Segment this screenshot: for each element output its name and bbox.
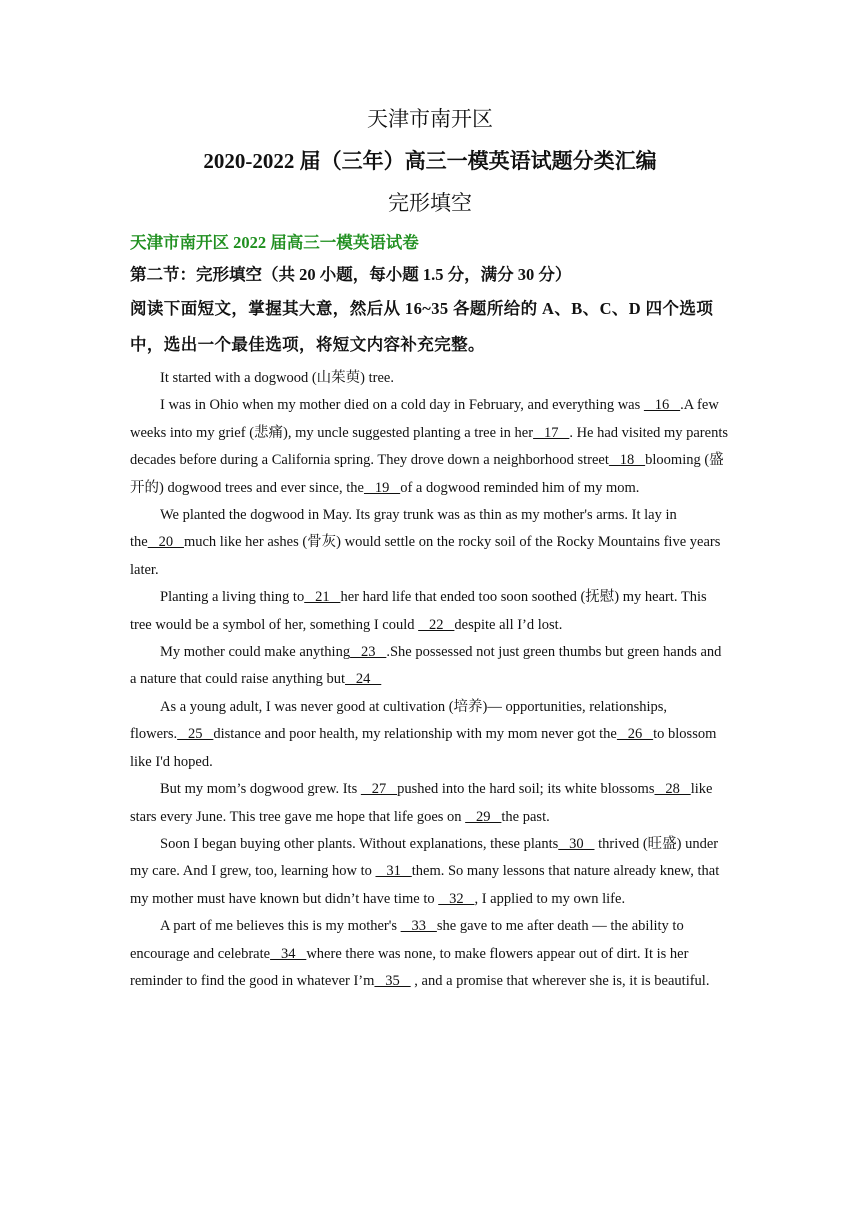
passage-text: It started with a dogwood (山茱萸) tree.	[160, 370, 394, 386]
passage-text: to blossom like I'd hoped.	[130, 726, 717, 770]
cloze-blank-18: 18	[608, 452, 646, 469]
passage-text: she gave to me after death — the ability to encourage and celebrate	[130, 918, 684, 962]
instructions: 阅读下面短文，掌握其大意，然后从 16~35 各题所给的 A、B、C、D 四个选项中，选出一个最佳选项，将短文内容补充完整。	[130, 299, 714, 354]
passage-paragraph	[130, 776, 730, 831]
cloze-blank-25: 25	[177, 726, 214, 743]
cloze-blank-19: 19	[363, 479, 401, 496]
passage-text: Soon I began buying other plants. Without explanations, these plants	[160, 835, 559, 852]
passage-text: pushed into the hard soil; its white blossoms	[397, 781, 655, 798]
passage-text: distance and poor health, my relationship with my mom never got the	[213, 726, 617, 743]
cloze-blank-28: 28	[654, 781, 691, 798]
passage-text: As a young adult, I was never good at cultivation (培养)— opportunities, relationships, flowers.	[130, 698, 668, 743]
passage-text: Planting a living thing to	[160, 589, 305, 606]
passage-text: them. So many lessons that nature already knew, that my mother must have known but didn’t have time to	[130, 863, 720, 907]
cloze-blank-33: 33	[400, 918, 437, 935]
passage-paragraph	[130, 831, 730, 913]
passage-text: despite all I’d lost.	[454, 616, 563, 633]
passage-text: .She possessed not just green thumbs but green hands and a nature that could raise anything but	[130, 644, 722, 688]
cloze-blank-26: 26	[616, 726, 654, 743]
cloze-passage	[130, 365, 730, 995]
cloze-blank-32: 32	[438, 890, 475, 907]
passage-text: her hard life that ended too soon soothed (抚慰) my heart. This tree would be a symbol of her, something I could	[130, 589, 707, 633]
passage-paragraph	[130, 694, 730, 776]
part-heading: 第二节：完形填空（共 20 小题，每小题 1.5 分，满分 30 分）	[130, 265, 572, 284]
doc-title-region: 天津市南开区	[367, 107, 493, 131]
document-page	[130, 100, 730, 995]
passage-text: We planted the dogwood in May. Its gray trunk was as thin as my mother's arms. It lay in the	[130, 507, 677, 551]
passage-text: My mother could make anything	[160, 644, 351, 661]
passage-text: blooming (盛开的) dogwood trees and ever since, the	[130, 452, 724, 496]
passage-text: But my mom’s dogwood grew. Its	[160, 781, 361, 798]
passage-text: , I applied to my own life.	[474, 890, 626, 907]
passage-text: much like her ashes (骨灰) would settle on the rocky soil of the Rocky Mountains five years later.	[130, 534, 721, 578]
cloze-blank-17: 17	[533, 424, 570, 441]
cloze-blank-16: 16	[643, 397, 681, 414]
passage-text: of a dogwood reminded him of my mom.	[400, 479, 640, 496]
cloze-blank-23: 23	[350, 644, 387, 661]
passage-paragraph	[130, 502, 730, 584]
cloze-blank-34: 34	[270, 945, 307, 962]
cloze-blank-35: 35	[374, 972, 411, 989]
passage-paragraph	[130, 584, 730, 639]
cloze-blank-21: 21	[304, 589, 341, 606]
cloze-blank-29: 29	[465, 808, 502, 825]
cloze-blank-31: 31	[375, 863, 412, 880]
passage-text: I was in Ohio when my mother died on a cold day in February, and everything was	[160, 397, 644, 414]
cloze-blank-22: 22	[418, 616, 455, 633]
cloze-blank-30: 30	[558, 835, 595, 852]
passage-paragraph	[130, 913, 730, 995]
passage-text: A part of me believes this is my mother's	[160, 918, 401, 935]
passage-text: like stars every June. This tree gave me hope that life goes on	[130, 781, 713, 825]
cloze-blank-20: 20	[147, 534, 184, 551]
passage-text: .A few weeks into my grief (悲痛), my uncle suggested planting a tree in her	[130, 397, 719, 441]
passage-text: the past.	[501, 808, 550, 825]
exam-source-title: 天津市南开区 2022 届高三一模英语试卷	[130, 233, 419, 252]
passage-text: thrived (旺盛) under my care. And I grew, too, learning how to	[130, 835, 719, 880]
passage-paragraph	[130, 639, 730, 694]
doc-title-collection: 2020-2022 届（三年）高三一模英语试题分类汇编	[203, 149, 657, 173]
passage-paragraph	[130, 392, 730, 502]
passage-paragraph	[130, 365, 730, 392]
cloze-blank-24: 24	[345, 671, 382, 688]
passage-text: . He had visited my parents decades before during a California spring. They drove down a neighborhood street	[130, 424, 728, 469]
passage-text: where there was none, to make flowers appear out of dirt. It is her reminder to find the good in whatever I’m	[130, 945, 689, 989]
passage-text: , and a promise that wherever she is, it is beautiful.	[410, 972, 710, 989]
cloze-blank-27: 27	[360, 781, 398, 798]
doc-title-topic: 完形填空	[388, 191, 472, 215]
